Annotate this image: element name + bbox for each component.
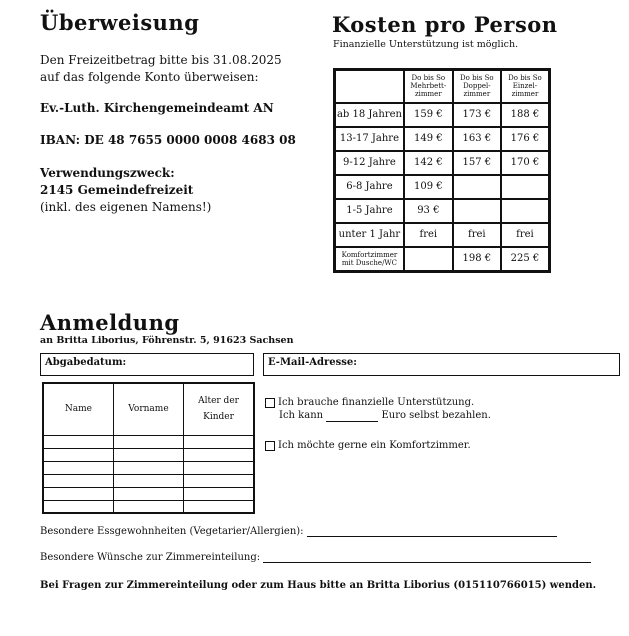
- komfort-label: Ich möchte gerne ein Komfortzimmer.: [278, 440, 471, 451]
- header-alter-line1: Alter der: [198, 396, 239, 407]
- row-label-line: mit Dusche/WC: [341, 258, 397, 267]
- row-label-line: Komfortzimmer: [341, 250, 398, 259]
- name-cell[interactable]: [43, 474, 113, 487]
- price-cell: 159 €: [404, 103, 453, 127]
- header-text: Doppel-: [463, 82, 491, 91]
- abgabedatum-field[interactable]: [40, 353, 254, 376]
- table-row: [335, 103, 550, 127]
- header-mehrbett: [404, 70, 453, 103]
- zimmer-input[interactable]: [263, 562, 591, 563]
- zimmer-row: [40, 552, 591, 563]
- price-cell: 225 €: [501, 247, 550, 272]
- price-cell: [453, 175, 501, 199]
- price-cell: 173 €: [453, 103, 501, 127]
- row-label: 9-12 Jahre: [335, 151, 404, 175]
- table-row: [335, 223, 550, 247]
- name-cell[interactable]: [43, 435, 113, 448]
- row-label: ab 18 Jahren: [335, 103, 404, 127]
- table-row[interactable]: [43, 461, 254, 474]
- header-doppel: [453, 70, 501, 103]
- row-label-komfort: [335, 247, 404, 272]
- support-label: Ich brauche finanzielle Unterstützung.: [278, 397, 475, 408]
- amount-input[interactable]: [326, 421, 378, 422]
- name-cell[interactable]: [43, 448, 113, 461]
- header-name: Name: [43, 383, 113, 435]
- support-suffix: Euro selbst bezahlen.: [381, 410, 491, 421]
- price-cell: 163 €: [453, 127, 501, 151]
- purpose-value: 2145 Gemeindefreizeit: [40, 183, 194, 197]
- price-cell: 170 €: [501, 151, 550, 175]
- support-line-1: [265, 396, 491, 409]
- table-row: [335, 127, 550, 151]
- alter-cell[interactable]: [184, 435, 254, 448]
- table-row[interactable]: [43, 487, 254, 500]
- ess-label: Besondere Essgewohnheiten (Vegetarier/Allergien):: [40, 526, 304, 537]
- intro-line-1: Den Freizeitbetrag bitte bis 31.08.2025: [40, 53, 282, 67]
- purpose-label: Verwendungszweck:: [40, 166, 175, 180]
- kosten-header-empty: [335, 70, 404, 103]
- price-cell: 176 €: [501, 127, 550, 151]
- support-option: [265, 396, 491, 422]
- header-text: Do bis So: [460, 74, 494, 83]
- header-alter-line2: Kinder: [203, 412, 234, 423]
- header-alter: [184, 383, 254, 435]
- row-label: 1-5 Jahre: [335, 199, 404, 223]
- alter-cell[interactable]: [184, 461, 254, 474]
- anmeldung-title: Anmeldung: [40, 310, 180, 335]
- ueberweisung-intro: [40, 52, 320, 86]
- intro-line-2: auf das folgende Konto überweisen:: [40, 70, 259, 84]
- price-cell: [404, 247, 453, 272]
- price-cell: [453, 199, 501, 223]
- support-line-2: [265, 409, 491, 422]
- account-holder: Ev.-Luth. Kirchengemeindeamt AN: [40, 101, 274, 115]
- participants-table: [42, 382, 255, 514]
- participants-header-row: [43, 383, 254, 435]
- table-row[interactable]: [43, 435, 254, 448]
- price-cell: [501, 199, 550, 223]
- alter-cell[interactable]: [184, 500, 254, 513]
- kosten-table: [333, 68, 551, 273]
- name-cell[interactable]: [43, 487, 113, 500]
- name-cell[interactable]: [43, 461, 113, 474]
- kosten-title: Kosten pro Person: [332, 12, 558, 37]
- price-cell: 109 €: [404, 175, 453, 199]
- table-row[interactable]: [43, 474, 254, 487]
- header-text: Mehrbett-: [410, 82, 447, 91]
- price-cell: 198 €: [453, 247, 501, 272]
- alter-cell[interactable]: [184, 448, 254, 461]
- header-text: Einzel-: [512, 82, 538, 91]
- price-cell: 93 €: [404, 199, 453, 223]
- header-text: Do bis So: [508, 74, 542, 83]
- komfort-checkbox[interactable]: [265, 441, 275, 451]
- row-label: 6-8 Jahre: [335, 175, 404, 199]
- vorname-cell[interactable]: [113, 461, 183, 474]
- price-cell: 149 €: [404, 127, 453, 151]
- ess-input[interactable]: [307, 536, 557, 537]
- purpose-note: (inkl. des eigenen Namens!): [40, 200, 212, 214]
- kosten-header-row: [335, 70, 550, 103]
- table-row: [335, 199, 550, 223]
- price-cell: frei: [404, 223, 453, 247]
- header-vorname: Vorname: [113, 383, 183, 435]
- header-text: zimmer: [414, 90, 442, 99]
- table-row: [335, 247, 550, 272]
- purpose-block: [40, 165, 211, 216]
- support-prefix: Ich kann: [279, 410, 324, 421]
- kosten-subtitle: Finanzielle Unterstützung ist möglich.: [333, 39, 519, 50]
- zimmer-label: Besondere Wünsche zur Zimmereinteilung:: [40, 552, 261, 563]
- vorname-cell[interactable]: [113, 435, 183, 448]
- email-label: E-Mail-Adresse:: [268, 357, 357, 368]
- vorname-cell[interactable]: [113, 448, 183, 461]
- name-cell[interactable]: [43, 500, 113, 513]
- row-label: unter 1 Jahr: [335, 223, 404, 247]
- komfort-option: [265, 440, 471, 451]
- ueberweisung-title: Überweisung: [40, 10, 200, 35]
- header-text: zimmer: [511, 90, 539, 99]
- vorname-cell[interactable]: [113, 487, 183, 500]
- table-row[interactable]: [43, 448, 254, 461]
- footer-note: Bei Fragen zur Zimmereinteilung oder zum Haus bitte an Britta Liborius (015110766015) wenden.: [40, 580, 597, 591]
- iban: IBAN: DE 48 7655 0000 0008 4683 08: [40, 133, 296, 147]
- anmeldung-address: an Britta Liborius, Föhrenstr. 5, 91623 Sachsen: [40, 335, 294, 346]
- price-cell: [501, 175, 550, 199]
- table-row: [335, 175, 550, 199]
- header-text: zimmer: [463, 90, 491, 99]
- abgabedatum-label: Abgabedatum:: [45, 357, 127, 368]
- alter-cell[interactable]: [184, 474, 254, 487]
- header-einzel: [501, 70, 550, 103]
- row-label: 13-17 Jahre: [335, 127, 404, 151]
- price-cell: 157 €: [453, 151, 501, 175]
- alter-cell[interactable]: [184, 487, 254, 500]
- support-checkbox[interactable]: [265, 398, 275, 408]
- vorname-cell[interactable]: [113, 474, 183, 487]
- email-field[interactable]: [263, 353, 620, 376]
- vorname-cell[interactable]: [113, 500, 183, 513]
- table-row[interactable]: [43, 500, 254, 513]
- table-row: [335, 151, 550, 175]
- price-cell: 142 €: [404, 151, 453, 175]
- ess-row: [40, 526, 557, 537]
- price-cell: frei: [453, 223, 501, 247]
- header-text: Do bis So: [411, 74, 446, 83]
- price-cell: frei: [501, 223, 550, 247]
- price-cell: 188 €: [501, 103, 550, 127]
